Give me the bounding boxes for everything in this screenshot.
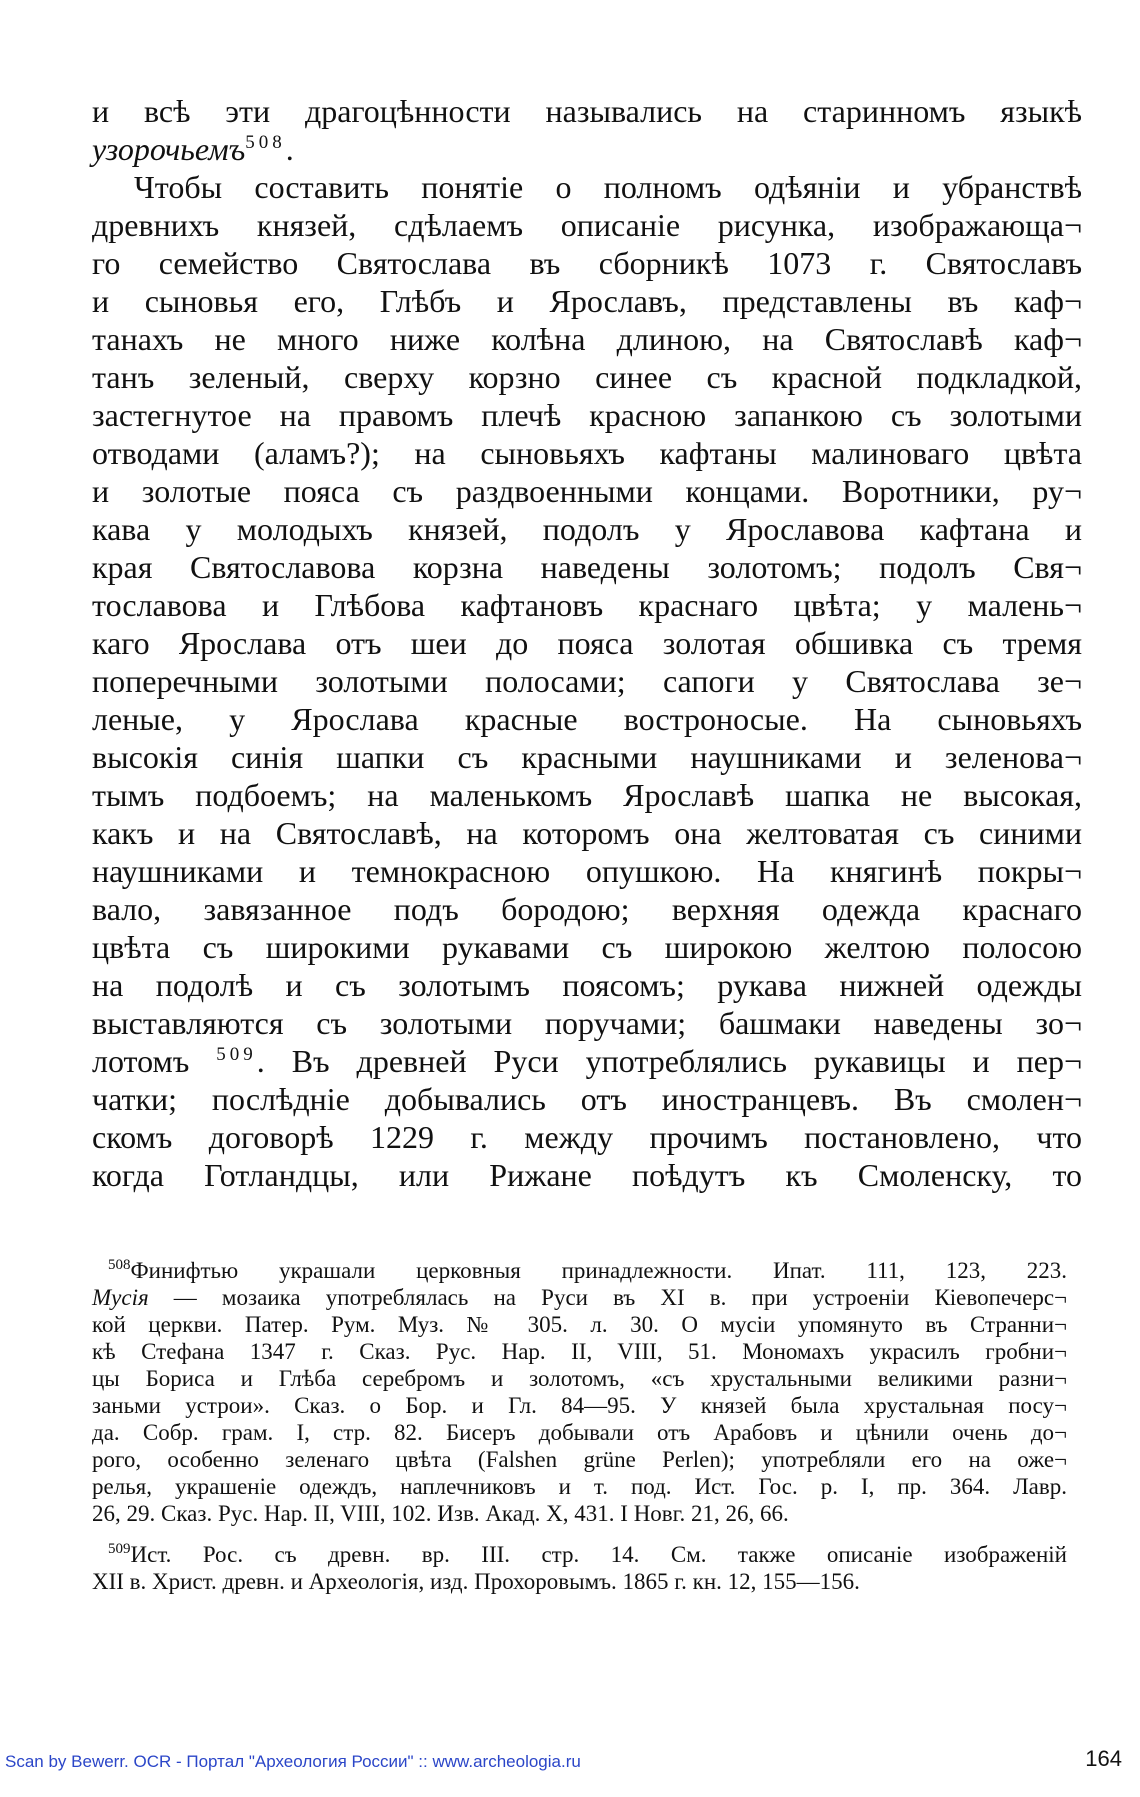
body-line: и золотые пояса съ раздвоенными концами. Воротники, ру¬ — [92, 473, 1082, 509]
page-number: 164 — [1085, 1746, 1122, 1771]
body-line: наушниками и темнокрасною опушкою. На княгинѣ покры¬ — [92, 853, 1082, 889]
footnote-ref-508[interactable]: 508 — [245, 132, 286, 153]
footnote-508-line: рого, особенно зеленаго цвѣта (Falshen grüne Perlen); употребляли его на оже¬ — [92, 1447, 1067, 1472]
footnote-509-line: XII в. Христ. древн. и Археологія, изд. Прохоровымъ. 1865 г. кн. 12, 155—156. — [92, 1569, 860, 1594]
body-line: древнихъ князей, сдѣлаемъ описаніе рисунка, изображающа¬ — [92, 207, 1082, 243]
footnote-508-line: цы Бориса и Глѣба серебромъ и золотомъ, «съ хрустальными великими разни¬ — [92, 1366, 1067, 1391]
text-fragment: Ист. Рос. съ древн. вр. III. стр. 14. См. также описаніе изображеній — [130, 1542, 1067, 1567]
italic-term: узорочьемъ — [92, 131, 246, 167]
footnote-508-line: кѣ Стефана 1347 г. Сказ. Рус. Нар. II, VIII, 51. Мономахъ украсилъ гробни¬ — [92, 1339, 1067, 1364]
body-line: вало, завязанное подъ бородою; верхняя одежда краснаго — [92, 891, 1082, 927]
body-line: танъ зеленый, сверху корзно синее съ красной подкладкой, — [92, 359, 1082, 395]
body-line: и всѣ эти драгоцѣнности назывались на старинномъ языкѣ — [92, 93, 1082, 129]
body-line: скомъ договорѣ 1229 г. между прочимъ постановлено, что — [92, 1119, 1082, 1155]
body-line: когда Готландцы, или Рижане поѣдутъ къ Смоленску, то — [92, 1157, 1082, 1193]
body-line: поперечными золотыми полосами; сапоги у Святослава зе¬ — [92, 663, 1082, 699]
body-line — [92, 1042, 1082, 1080]
body-line: чатки; послѣдніе добывались отъ иностранцевъ. Въ смолен¬ — [92, 1081, 1082, 1117]
body-line: на подолѣ и съ золотымъ поясомъ; рукава нижней одежды — [92, 967, 1082, 1003]
text-fragment: лотомъ — [92, 1043, 190, 1079]
body-line: высокія синія шапки съ красными наушниками и зеленова¬ — [92, 739, 1082, 775]
text-fragment: — мозаика употреблялась на Руси въ XI в. при устроеніи Кіевопечерс¬ — [148, 1285, 1067, 1310]
body-line: го семейство Святослава въ сборникѣ 1073 г. Святославъ — [92, 245, 1082, 281]
text-fragment: . Въ древней Руси употреблялись рукавицы и пер¬ — [256, 1043, 1083, 1079]
body-line: тымъ подбоемъ; на маленькомъ Ярославѣ шапка не высокая, — [92, 777, 1082, 813]
source-credit-link[interactable]: Scan by Bewerr. OCR - Портал "Археология России" :: www.archeologia.ru — [5, 1752, 581, 1771]
footnote-509-line — [108, 1541, 1067, 1568]
text-fragment: Финифтью украшали церковныя принадлежности. Ипат. 111, 123, 223. — [130, 1258, 1067, 1283]
body-line: каго Ярослава отъ шеи до пояса золотая обшивка съ тремя — [92, 625, 1082, 661]
text-fragment: . — [285, 131, 294, 167]
footnote-508-line: да. Собр. грам. I, стр. 82. Бисеръ добывали отъ Арабовъ и цѣнили очень до¬ — [92, 1420, 1067, 1445]
body-line — [92, 130, 1082, 168]
footnote-number: 509 — [108, 1541, 131, 1557]
body-line: Чтобы составить понятіе о полномъ одѣяніи и убранствѣ — [134, 169, 1082, 205]
body-line: цвѣта съ широкими рукавами съ широкою желтою полосою — [92, 929, 1082, 965]
body-line: кава у молодыхъ князей, подолъ у Ярославова кафтана и — [92, 511, 1082, 547]
body-line: и сыновья его, Глѣбъ и Ярославъ, представлены въ каф¬ — [92, 283, 1082, 319]
footnote-508-line — [92, 1284, 1067, 1311]
footnote-ref-509[interactable]: 509 — [216, 1044, 257, 1065]
footnote-number: 508 — [108, 1257, 131, 1273]
body-line: какъ и на Святославѣ, на которомъ она желтоватая съ синими — [92, 815, 1082, 851]
body-line: края Святославова корзна наведены золотомъ; подолъ Свя¬ — [92, 549, 1082, 585]
body-line: тославова и Глѣбова кафтановъ краснаго цвѣта; у малень¬ — [92, 587, 1082, 623]
body-line: отводами (аламъ?); на сыновьяхъ кафтаны малиноваго цвѣта — [92, 435, 1082, 471]
footnote-508-line: 26, 29. Сказ. Рус. Нар. II, VIII, 102. Изв. Акад. X, 431. I Новг. 21, 26, 66. — [92, 1501, 789, 1526]
body-line: леные, у Ярослава красные востроносые. На сыновьяхъ — [92, 701, 1082, 737]
body-line: танахъ не много ниже колѣна длиною, на Святославѣ каф¬ — [92, 321, 1082, 357]
body-line: выставляются съ золотыми поручами; башмаки наведены зо¬ — [92, 1005, 1082, 1041]
italic-term: Мусія — [92, 1285, 149, 1310]
footnote-508-line: релья, украшеніе одеждъ, наплечниковъ и т. под. Ист. Гос. р. I, пр. 364. Лавр. — [92, 1474, 1067, 1499]
footnote-508-line — [108, 1257, 1067, 1284]
body-line: застегнутое на правомъ плечѣ красною запанкою съ золотыми — [92, 397, 1082, 433]
footnote-508-line: кой церкви. Патер. Рум. Муз. № 305. л. 30. О мусіи упомянуто въ Странни¬ — [92, 1312, 1067, 1337]
footnote-508-line: заньми устрои». Сказ. о Бор. и Гл. 84—95. У князей была хрустальная посу¬ — [92, 1393, 1067, 1418]
